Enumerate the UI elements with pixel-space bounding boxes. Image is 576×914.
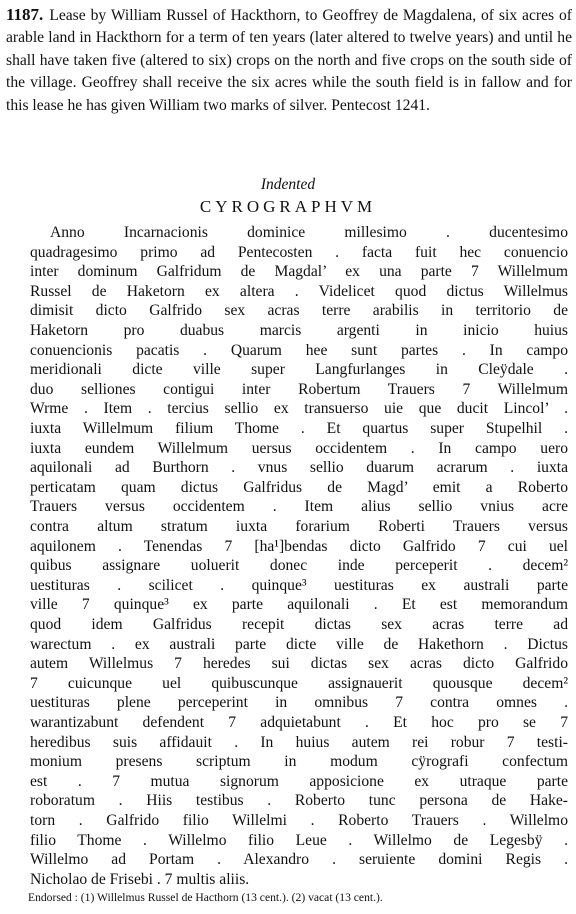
- cyrographum-title: CYROGRAPHVM: [199, 197, 377, 216]
- latin-line: Anno Incarnacionis dominice millesimo . ducentesimo: [50, 224, 568, 241]
- latin-line: monium presens scriptum in modum cÿrografi confectum: [30, 753, 568, 771]
- latin-line: heredibus suis affidauit . In huius autem rei robur 7 testi-: [30, 733, 568, 751]
- latin-line: autem Willelmus 7 heredes sui dictas sex acras dicto Galfrido: [30, 655, 568, 673]
- latin-line: duo selliones contigui inter Robertum Trauers 7 Willelmum: [30, 380, 568, 398]
- latin-line: perticatam quam dictus Galfridus de Magd’ emit a Roberto: [30, 478, 568, 496]
- latin-line: conuencionis pacatis . Quarum hee sunt partes . In campo: [30, 341, 568, 359]
- latin-line: Haketorn pro duabus marcis argenti in inicio huius: [30, 322, 568, 339]
- latin-line: contra altum stratum iuxta forarium Roberti Trauers versus: [30, 518, 568, 535]
- latin-line: iuxta eundem Willelmum uersus occidentem . In campo uero: [30, 439, 568, 457]
- entry-summary-paragraph: [6, 4, 572, 117]
- endorsement-note: Endorsed : (1) Willelmus Russel de Hacthorn (13 cent.). (2) vacat (13 cent.).: [28, 891, 383, 904]
- latin-line: inter dominum Galfridum de Magdal’ ex una parte 7 Willelmum: [30, 263, 568, 281]
- latin-line: quod idem Galfridus recepit dictas sex acras terre ad: [30, 616, 568, 633]
- latin-line: Wrme . Item . tercius sellio ex transuerso uie que ducit Lincol’ .: [30, 400, 568, 418]
- latin-line: Russel de Haketorn ex altera . Videlicet quod dictus Willelmus: [30, 282, 568, 300]
- latin-line: aquilonem . Tenendas 7 [ha¹]bendas dicto Galfrido 7 cui uel: [30, 537, 568, 555]
- latin-line: warectum . ex australi parte dicte ville de Hakethorn . Dictus: [30, 635, 568, 653]
- latin-line: quadragesimo primo ad Pentecosten . facta fuit hec conuencio: [30, 243, 568, 261]
- latin-line: iuxta Willelmum filium Thome . Et quartus super Stupelhil .: [30, 420, 568, 437]
- indented-heading: Indented: [260, 176, 316, 193]
- entry-summary: Lease by William Russel of Hackthorn, to Geoffrey de Magdalena, of six acres of arable land in Hackthorn for a term of ten years (later altered to twelve years) and until he shall have taken five (altered to six) crops on the north and five crops on the south side of the village. Geoffrey shall receive the six acres while the south field is in fallow and for this lease he has given William two marks of silver. Pentecost 1241.: [6, 7, 572, 114]
- latin-line: Willelmo ad Portam . Alexandro . seruiente domini Regis .: [30, 851, 568, 869]
- latin-line: torn . Galfrido filio Willelmi . Roberto Trauers . Willelmo: [30, 812, 568, 829]
- latin-line: Nicholao de Frisebi . 7 multis aliis.: [30, 870, 250, 888]
- latin-line: uestituras plene perceperint in omnibus 7 contra omnes .: [30, 694, 568, 712]
- latin-line: Trauers versus occidentem . Item alius sellio vnius acre: [30, 498, 568, 516]
- latin-line: ville 7 quinque³ ex parte aquilonali . Et est memorandum: [30, 596, 568, 614]
- entry-number: 1187.: [6, 5, 44, 24]
- latin-line: filio Thome . Willelmo filio Leue . Willelmo de Legesbÿ .: [30, 831, 568, 849]
- latin-line: 7 cuicunque uel quibuscunque assignauerit quousque decem²: [30, 674, 568, 692]
- latin-line: roboratum . Hiis testibus . Roberto tunc persona de Hake-: [30, 792, 568, 810]
- latin-line: uestituras . scilicet . quinque³ uestituras ex australi parte: [30, 576, 568, 594]
- latin-line: est . 7 mutua signorum apposicione ex utraque parte: [30, 772, 568, 790]
- latin-line: aquilonali ad Burthorn . vnus sellio duarum acrarum . iuxta: [30, 459, 568, 477]
- latin-line: dimisit dicto Galfrido sex acras terre arabilis in territorio de: [30, 302, 568, 320]
- latin-line: quibus assignare uoluerit donec inde perceperit . decem²: [30, 557, 568, 575]
- latin-line: meridionali dicte ville super Langfurlanges in Cleÿdale .: [30, 361, 568, 379]
- latin-line: warantizabunt defendent 7 adquietabunt . Et hoc pro se 7: [30, 714, 568, 731]
